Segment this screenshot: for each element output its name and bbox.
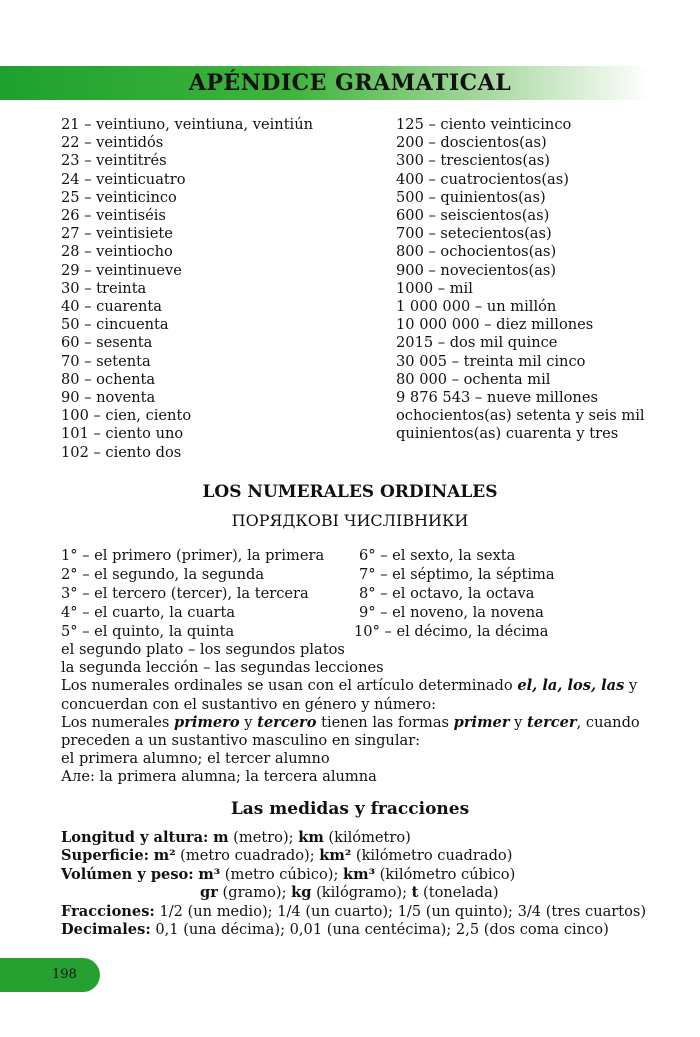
emphasis-word: tercer: [527, 713, 577, 731]
ordinals-subheading: ПОРЯДКОВІ ЧИСЛІВНИКИ: [231, 511, 469, 530]
page-number-tab: [0, 958, 100, 992]
cardinal-item: 80 – ochenta: [61, 370, 156, 388]
cardinal-item: 50 – cincuenta: [61, 316, 169, 334]
ordinal-item: 1° – el primero (primer), la primera: [61, 547, 325, 564]
cardinal-item: 1000 – mil: [396, 279, 473, 297]
rule-line: preceden a un sustantivo masculino en singular:: [61, 732, 421, 750]
measure-row: Longitud y altura: m (metro); km (kilómetro): [61, 829, 411, 846]
cardinal-item: 28 – veintiocho: [61, 243, 173, 261]
measure-row: gr (gramo); kg (kilógramo); t (tonelada): [200, 884, 499, 902]
ordinal-row: [61, 566, 621, 585]
page-number: 198: [52, 967, 77, 982]
cardinal-item: 9 876 543 – nueve millones: [396, 389, 598, 407]
cardinal-item: 29 – veintinueve: [61, 261, 182, 279]
cardinal-item: 1 000 000 – un millón: [396, 298, 557, 316]
cardinal-item: 23 – veintitrés: [61, 152, 167, 170]
cardinal-item: 25 – veinticinco: [61, 188, 177, 206]
ordinal-item: 8° – el octavo, la octava: [359, 585, 535, 602]
cardinal-item: 900 – novecientos(as): [396, 261, 557, 279]
cardinals-left-column: [61, 116, 381, 462]
ordinal-row: [61, 623, 621, 642]
ordinals-heading: LOS NUMERALES ORDINALES: [202, 482, 498, 502]
emphasis-word: tercero: [257, 713, 317, 731]
measure-row: Superficie: m² (metro cuadrado); km² (kilómetro cuadrado): [61, 847, 513, 865]
cardinal-item: ochocientos(as) setenta y seis mil: [396, 407, 645, 425]
cardinal-item: 60 – sesenta: [61, 334, 153, 352]
cardinal-item: 90 – noventa: [61, 389, 156, 407]
cardinal-item: 22 – veintidós: [61, 134, 164, 152]
ordinal-item: 2° – el segundo, la segunda: [61, 566, 265, 583]
articles-emphasis: el, la, los, las: [517, 677, 625, 695]
example-line: el segundo plato – los segundos platos: [61, 641, 345, 658]
ordinal-item: 7° – el séptimo, la séptima: [359, 566, 555, 583]
example-line: el primera alumno; el tercer alumno: [61, 750, 330, 768]
page-title: APÉNDICE GRAMATICAL: [188, 70, 512, 96]
cardinal-item: 10 000 000 – diez millones: [396, 316, 594, 334]
cardinal-item: 27 – veintisiete: [61, 225, 173, 243]
cardinal-item: 600 – seiscientos(as): [396, 207, 550, 225]
measures-heading: Las medidas y fracciones: [230, 799, 470, 819]
ordinal-item: 9° – el noveno, la novena: [359, 604, 544, 621]
cardinal-item: 24 – veinticuatro: [61, 170, 186, 188]
example-line: la segunda lección – las segundas lecciones: [61, 659, 384, 677]
cardinal-item: 70 – setenta: [61, 352, 151, 370]
ordinals-table: [61, 547, 621, 642]
measures-list: [61, 829, 661, 939]
cardinal-item: 400 – cuatrocientos(as): [396, 170, 569, 188]
cardinal-item: 800 – ochocientos(as): [396, 243, 557, 261]
rule-line: Los numerales ordinales se usan con el artículo determinado el, la, los, las y: [61, 677, 638, 695]
ordinal-item: 3° – el tercero (tercer), la tercera: [61, 585, 309, 602]
cardinal-item: 30 005 – treinta mil cinco: [396, 352, 586, 370]
cardinal-item: quinientos(as) cuarenta y tres: [396, 425, 619, 443]
measure-row: Decimales: 0,1 (una décima); 0,01 (una centécima); 2,5 (dos coma cinco): [61, 920, 609, 938]
cardinals-right-column: [396, 116, 696, 444]
cardinal-item: 102 – ciento dos: [61, 443, 182, 461]
cardinal-item: 80 000 – ochenta mil: [396, 370, 551, 388]
rule-line: concuerdan con el sustantivo en género y número:: [61, 695, 437, 713]
ordinal-row: [61, 585, 621, 604]
cardinal-item: 101 – ciento uno: [61, 425, 184, 443]
ordinal-item: 10° – el décimo, la décima: [354, 623, 549, 640]
measure-row: Fracciones: 1/2 (un medio); 1/4 (un cuarto); 1/5 (un quinto); 3/4 (tres cuartos): [61, 902, 647, 920]
emphasis-word: primer: [453, 713, 510, 731]
ordinals-explanation: [61, 641, 651, 787]
cardinal-item: 700 – setecientos(as): [396, 225, 552, 243]
cardinal-item: 500 – quinientos(as): [396, 188, 546, 206]
cardinal-item: 100 – cien, ciento: [61, 407, 192, 425]
emphasis-word: primero: [174, 713, 240, 731]
ordinal-row: [61, 604, 621, 623]
cardinal-item: 300 – trescientos(as): [396, 152, 550, 170]
cardinal-item: 21 – veintiuno, veintiuna, veintiún: [61, 116, 314, 133]
ordinal-item: 4° – el cuarto, la cuarta: [61, 604, 236, 621]
cardinal-item: 125 – ciento veinticinco: [396, 116, 572, 133]
cardinal-item: 26 – veintiséis: [61, 207, 166, 225]
example-line: Але: la primera alumna; la tercera alumna: [61, 768, 377, 786]
measure-row: Volúmen y peso: m³ (metro cúbico); km³ (kilómetro cúbico): [61, 865, 516, 883]
ordinal-row: [61, 547, 621, 566]
cardinal-item: 200 – doscientos(as): [396, 134, 547, 152]
cardinal-item: 40 – cuarenta: [61, 298, 162, 316]
ordinal-item: 5° – el quinto, la quinta: [61, 623, 235, 640]
ordinal-item: 6° – el sexto, la sexta: [359, 547, 516, 564]
rule-line: Los numerales primero y tercero tienen las formas primer y tercer, cuando: [61, 713, 640, 731]
cardinal-item: 2015 – dos mil quince: [396, 334, 558, 352]
cardinal-item: 30 – treinta: [61, 279, 147, 297]
